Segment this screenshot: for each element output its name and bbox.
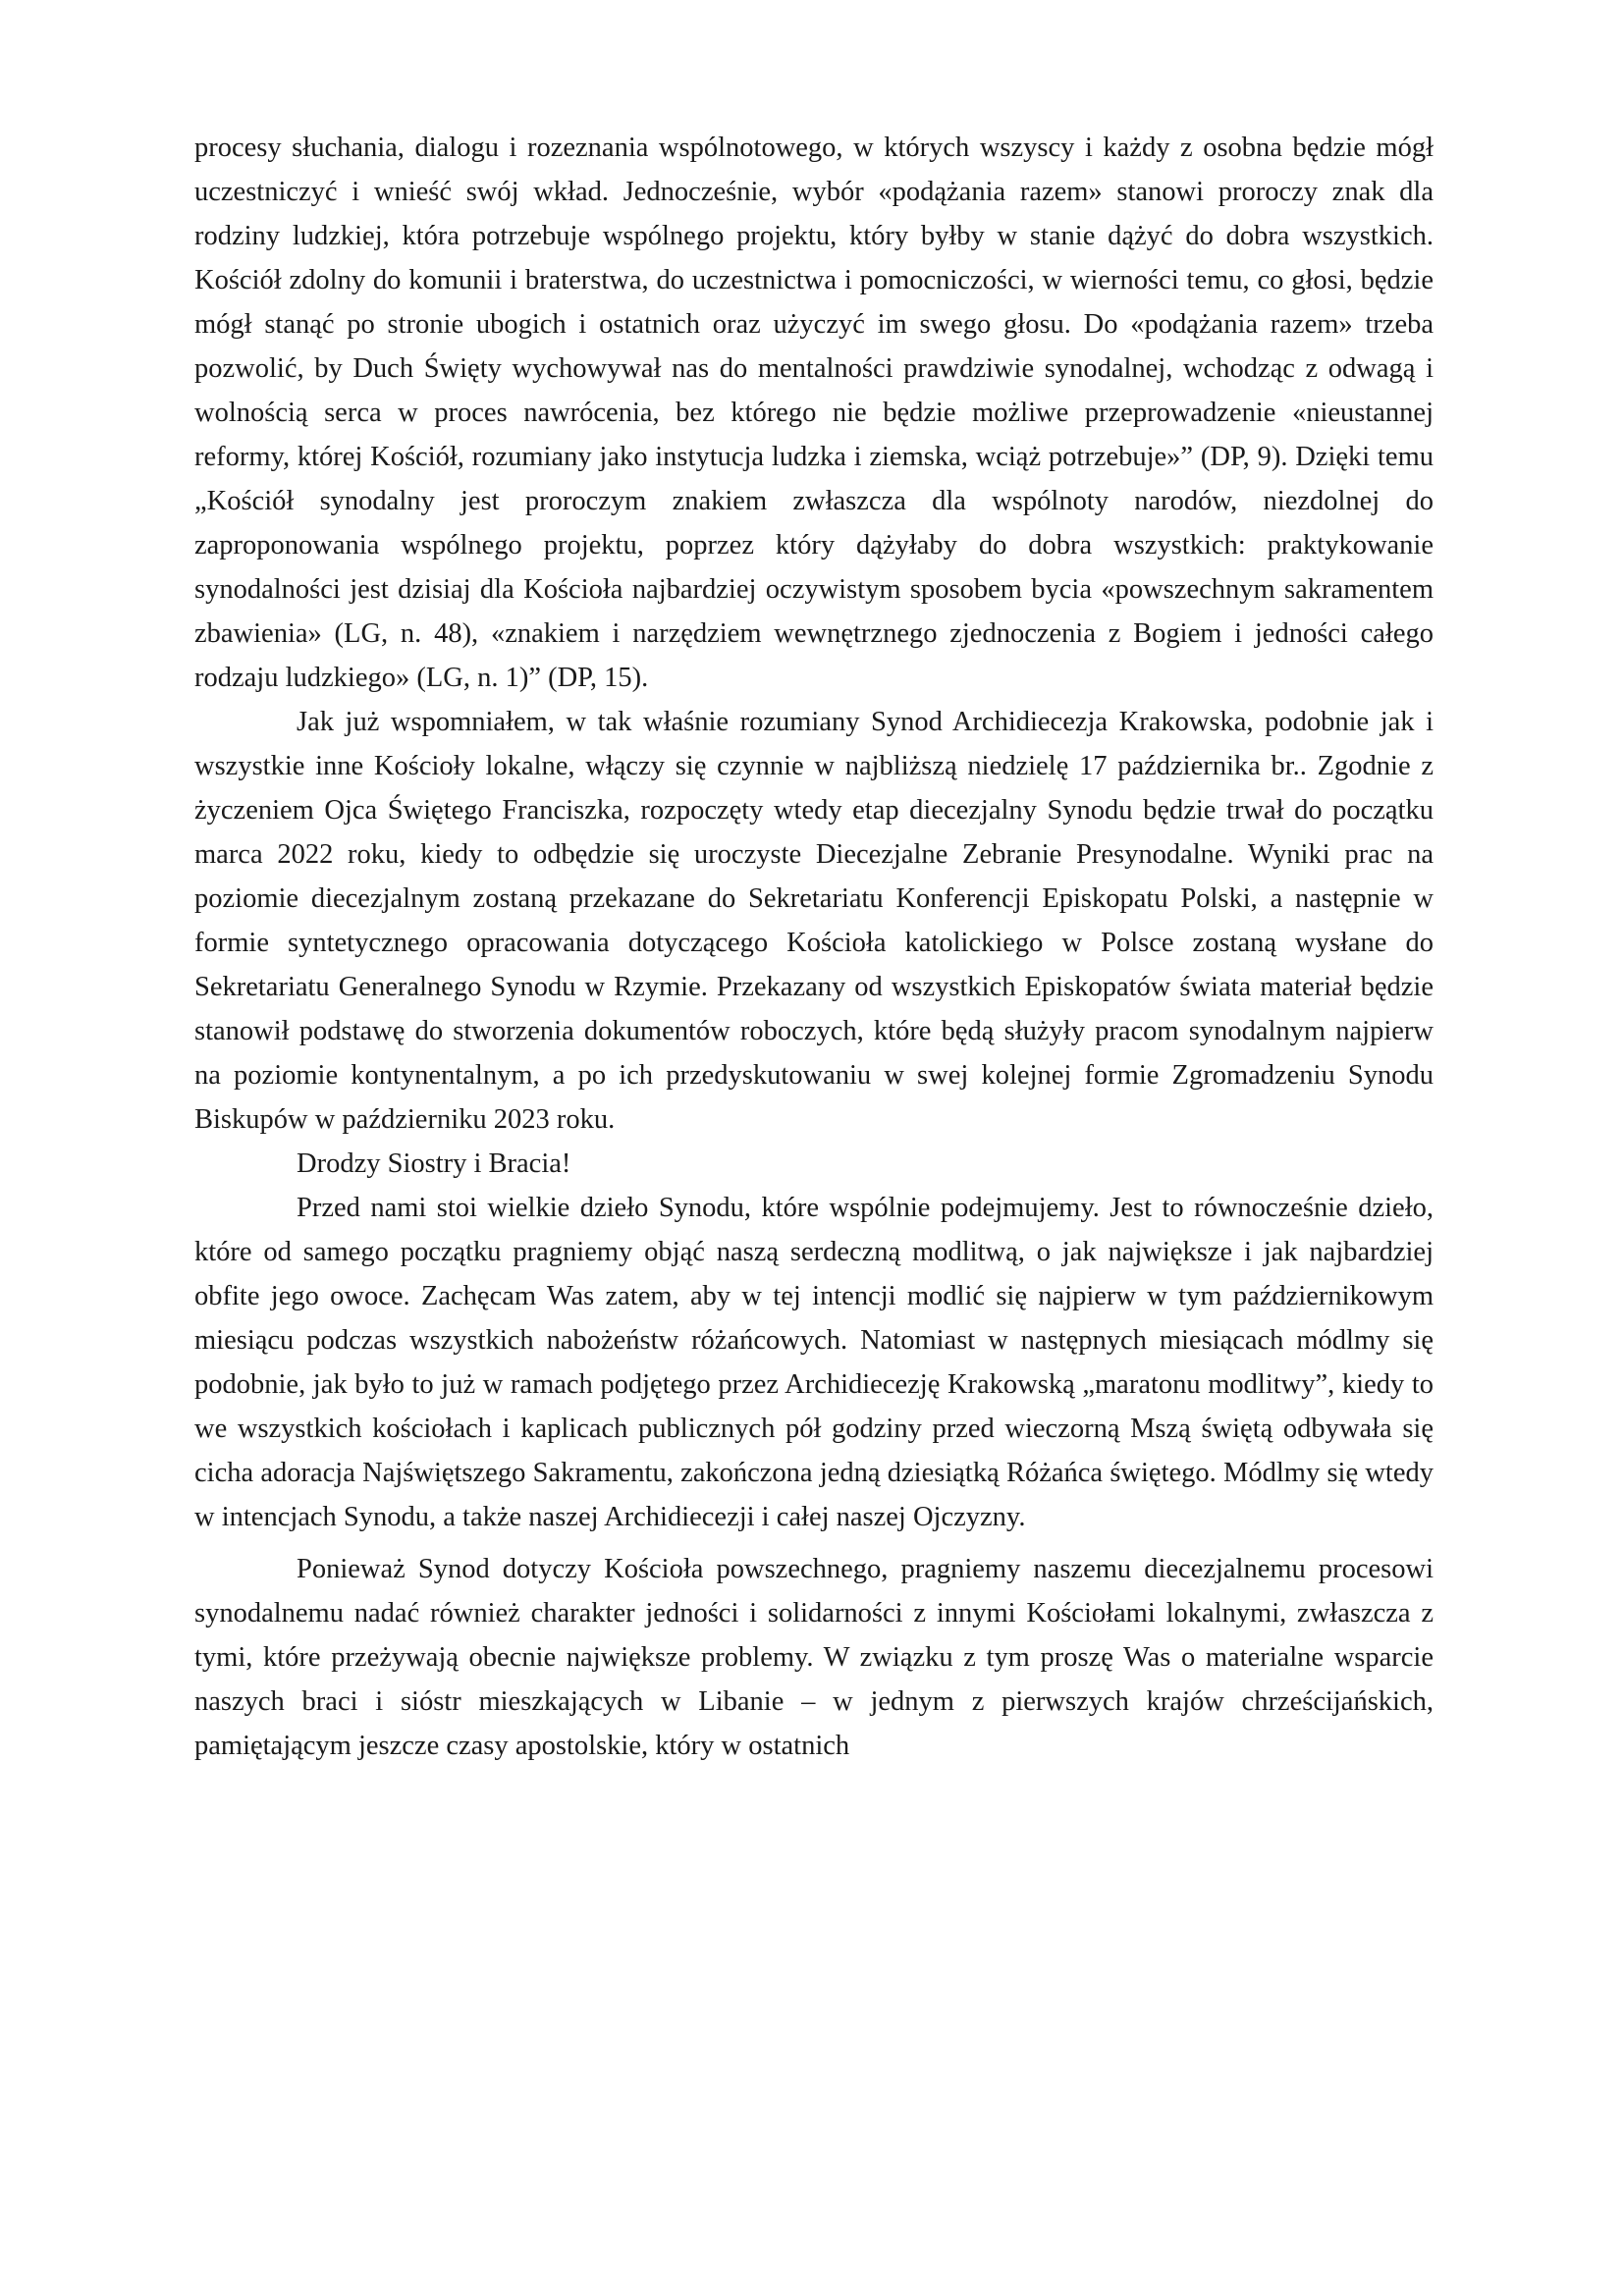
paragraph-2: Jak już wspomniałem, w tak właśnie rozumiany Synod Archidiecezja Krakowska, podobnie jak i wszystkie inne Kościoły lokalne, włączy się czynnie w najbliższą niedzielę 17 października br.. Zgodnie z życzeniem Ojca Świętego Franciszka, rozpoczęty wtedy etap diecezjalny Synodu będzie trwał do początku marca 2022 roku, kiedy to odbędzie się uroczyste Diecezjalne Zebranie Presynodalne. Wyniki prac na poziomie diecezjalnym zostaną przekazane do Sekretariatu Konferencji Episkopatu Polski, a następnie w formie syntetycznego opracowania dotyczącego Kościoła katolickiego w Polsce zostaną wysłane do Sekretariatu Generalnego Synodu w Rzymie. Przekazany od wszystkich Episkopatów świata materiał będzie stanowił podstawę do stworzenia dokumentów roboczych, które będą służyły pracom synodalnym najpierw na poziomie kontynentalnym, a po ich przedyskutowaniu w swej kolejnej formie Zgromadzeniu Synodu Biskupów w październiku 2023 roku. [194,707,1434,1135]
paragraph-3: Przed nami stoi wielkie dzieło Synodu, które wspólnie podejmujemy. Jest to równocześnie dzieło, które od samego początku pragniemy objąć naszą serdeczną modlitwą, o jak największe i jak najbardziej obfite jego owoce. Zachęcam Was zatem, aby w tej intencji modlić się najpierw w tym październikowym miesiącu podczas wszystkich nabożeństw różańcowych. Natomiast w następnych miesiącach módlmy się podobnie, jak było to już w ramach podjętego przez Archidiecezję Krakowską „maratonu modlitwy”, kiedy to we wszystkich kościołach i kaplicach publicznych pół godziny przed wieczorną Mszą świętą odbywała się cicha adoracja Najświętszego Sakramentu, zakończona jedną dziesiątką Różańca świętego. Módlmy się wtedy w intencjach Synodu, a także naszej Archidiecezji i całej naszej Ojczyzny. [194,1193,1434,1532]
document-body [194,126,1434,1768]
paragraph-1: procesy słuchania, dialogu i rozeznania wspólnotowego, w których wszyscy i każdy z osobna będzie mógł uczestniczyć i wnieść swój wkład. Jednocześnie, wybór «podążania razem» stanowi proroczy znak dla rodziny ludzkiej, która potrzebuje wspólnego projektu, który byłby w stanie dążyć do dobra wszystkich. Kościół zdolny do komunii i braterstwa, do uczestnictwa i pomocniczości, w wierności temu, co głosi, będzie mógł stanąć po stronie ubogich i ostatnich oraz użyczyć im swego głosu. Do «podążania razem» trzeba pozwolić, by Duch Święty wychowywał nas do mentalności prawdziwie synodalnej, wchodząc z odwagą i wolnością serca w proces nawrócenia, bez którego nie będzie możliwe przeprowadzenie «nieustannej reformy, której Kościół, rozumiany jako instytucja ludzka i ziemska, wciąż potrzebuje»” (DP, 9). Dzięki temu „Kościół synodalny jest proroczym znakiem zwłaszcza dla wspólnoty narodów, niezdolnej do zaproponowania wspólnego projektu, poprzez który dążyłaby do dobra wszystkich: praktykowanie synodalności jest dzisiaj dla Kościoła najbardziej oczywistym sposobem bycia «powszechnym sakramentem zbawienia» (LG, n. 48), «znakiem i narzędziem wewnętrznego zjednoczenia z Bogiem i jedności całego rodzaju ludzkiego» (LG, n. 1)” (DP, 15). [194,133,1434,693]
paragraph-4: Ponieważ Synod dotyczy Kościoła powszechnego, pragniemy naszemu diecezjalnemu procesowi synodalnemu nadać również charakter jedności i solidarności z innymi Kościołami lokalnymi, zwłaszcza z tymi, które przeżywają obecnie największe problemy. W związku z tym proszę Was o materialne wsparcie naszych braci i sióstr mieszkających w Libanie – w jednym z pierwszych krajów chrześcijańskich, pamiętającym jeszcze czasy apostolskie, który w ostatnich [194,1554,1434,1761]
salutation: Drodzy Siostry i Bracia! [297,1148,571,1179]
